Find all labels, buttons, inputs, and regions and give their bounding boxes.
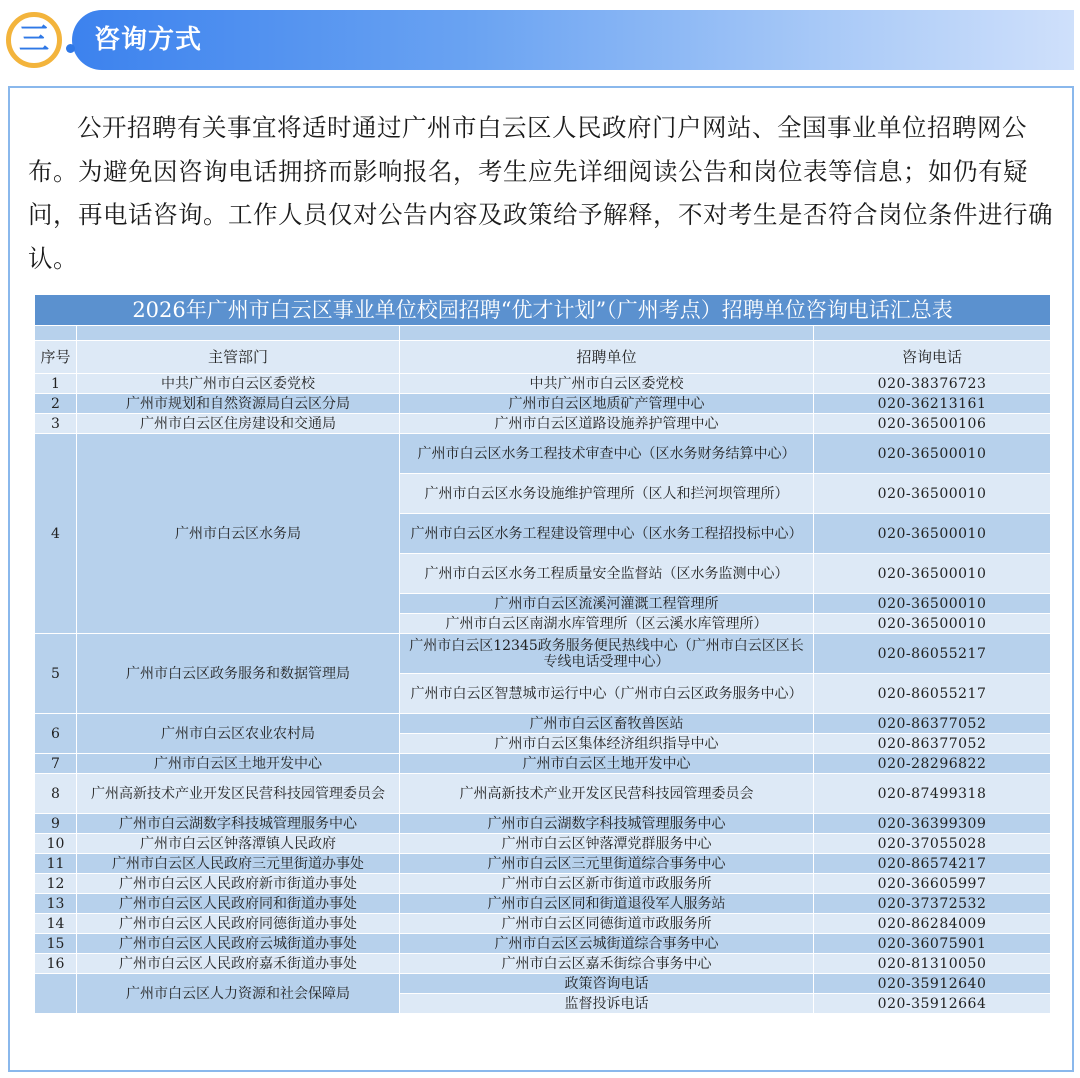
table-row <box>35 374 1051 394</box>
row-no: 16 <box>35 954 77 974</box>
row-unit: 广州市白云区集体经济组织指导中心 <box>400 734 814 754</box>
table-row <box>35 714 1051 734</box>
section-number: 三 <box>19 22 49 57</box>
table-row <box>35 874 1051 894</box>
row-no: 5 <box>35 634 77 714</box>
content-box <box>8 86 1074 1072</box>
header-unit: 招聘单位 <box>400 341 814 374</box>
table-row <box>35 414 1051 434</box>
row-no: 7 <box>35 754 77 774</box>
table-row <box>35 894 1051 914</box>
row-phone: 020-36500010 <box>814 474 1051 514</box>
row-unit: 广州市白云区流溪河灌溉工程管理所 <box>400 594 814 614</box>
row-phone: 020-86284009 <box>814 914 1051 934</box>
row-unit: 广州市白云区同德街道市政服务所 <box>400 914 814 934</box>
table-spacer-row <box>35 326 1051 341</box>
row-dept: 广州市白云区人民政府嘉禾街道办事处 <box>77 954 400 974</box>
row-unit: 广州市白云区畜牧兽医站 <box>400 714 814 734</box>
row-no: 4 <box>35 434 77 634</box>
table-row <box>35 634 1051 674</box>
row-dept: 广州市白云区农业农村局 <box>77 714 400 754</box>
row-phone: 020-38376723 <box>814 374 1051 394</box>
row-dept: 广州市白云区人民政府同和街道办事处 <box>77 894 400 914</box>
row-phone: 020-36500010 <box>814 594 1051 614</box>
header-dept: 主管部门 <box>77 341 400 374</box>
row-no: 13 <box>35 894 77 914</box>
row-dept: 广州高新技术产业开发区民营科技园管理委员会 <box>77 774 400 814</box>
section-header <box>6 6 1074 74</box>
table-row <box>35 914 1051 934</box>
row-unit: 广州市白云区水务设施维护管理所（区人和拦河坝管理所） <box>400 474 814 514</box>
row-dept: 广州市白云区土地开发中心 <box>77 754 400 774</box>
table-row <box>35 754 1051 774</box>
row-no: 3 <box>35 414 77 434</box>
row-unit: 广州市白云区水务工程技术审查中心（区水务财务结算中心） <box>400 434 814 474</box>
row-unit: 广州市白云区智慧城市运行中心（广州市白云区政务服务中心） <box>400 674 814 714</box>
row-no: 11 <box>35 854 77 874</box>
row-phone: 020-36213161 <box>814 394 1051 414</box>
row-dept: 中共广州市白云区委党校 <box>77 374 400 394</box>
row-no: 1 <box>35 374 77 394</box>
row-phone: 020-36500010 <box>814 554 1051 594</box>
row-no: 14 <box>35 914 77 934</box>
section-title: 咨询方式 <box>94 25 203 55</box>
row-unit: 政策咨询电话 <box>400 974 814 994</box>
table-row <box>35 434 1051 474</box>
row-dept: 广州市白云区政务服务和数据管理局 <box>77 634 400 714</box>
row-dept: 广州市白云区人民政府云城街道办事处 <box>77 934 400 954</box>
row-no: 6 <box>35 714 77 754</box>
row-phone: 020-86055217 <box>814 674 1051 714</box>
row-phone: 020-36605997 <box>814 874 1051 894</box>
section-number-badge <box>6 12 62 68</box>
table-row <box>35 834 1051 854</box>
table-title: 2026年广州市白云区事业单位校园招聘“优才计划”（广州考点）招聘单位咨询电话汇总表 <box>35 295 1051 326</box>
row-no <box>35 974 77 1014</box>
row-dept: 广州市白云区人民政府三元里街道办事处 <box>77 854 400 874</box>
row-unit: 广州市白云区水务工程建设管理中心（区水务工程招投标中心） <box>400 514 814 554</box>
intro-paragraph: 公开招聘有关事宜将适时通过广州市白云区人民政府门户网站、全国事业单位招聘网公布。为避免因咨询电话拥挤而影响报名，考生应先详细阅读公告和岗位表等信息；如仍有疑问，再电话咨询。工作人员仅对公告内容及政策给予解释，不对考生是否符合岗位条件进行确认。 <box>28 113 1053 273</box>
row-no: 12 <box>35 874 77 894</box>
row-phone: 020-36500106 <box>814 414 1051 434</box>
row-phone: 020-35912640 <box>814 974 1051 994</box>
row-phone: 020-86055217 <box>814 634 1051 674</box>
row-unit: 监督投诉电话 <box>400 994 814 1014</box>
table-row <box>35 814 1051 834</box>
row-unit: 广州市白云区钟落潭党群服务中心 <box>400 834 814 854</box>
row-no: 15 <box>35 934 77 954</box>
row-unit: 广州市白云区新市街道市政服务所 <box>400 874 814 894</box>
row-unit: 广州市白云区云城街道综合事务中心 <box>400 934 814 954</box>
row-unit: 广州市白云区土地开发中心 <box>400 754 814 774</box>
header-no: 序号 <box>35 341 77 374</box>
row-phone: 020-81310050 <box>814 954 1051 974</box>
row-phone: 020-36075901 <box>814 934 1051 954</box>
row-phone: 020-35912664 <box>814 994 1051 1014</box>
contact-table <box>34 294 1051 1014</box>
section-title-bar <box>72 10 1074 70</box>
row-phone: 020-36500010 <box>814 514 1051 554</box>
row-unit: 广州市白云区水务工程质量安全监督站（区水务监测中心） <box>400 554 814 594</box>
decorative-dot-icon <box>66 44 75 53</box>
row-unit: 广州市白云区嘉禾街综合事务中心 <box>400 954 814 974</box>
row-phone: 020-87499318 <box>814 774 1051 814</box>
row-phone: 020-37372532 <box>814 894 1051 914</box>
row-dept: 广州市白云区水务局 <box>77 434 400 634</box>
row-dept: 广州市白云区人民政府新市街道办事处 <box>77 874 400 894</box>
row-unit: 广州高新技术产业开发区民营科技园管理委员会 <box>400 774 814 814</box>
row-unit: 广州市白云湖数字科技城管理服务中心 <box>400 814 814 834</box>
table-row <box>35 394 1051 414</box>
row-dept: 广州市白云区人民政府同德街道办事处 <box>77 914 400 934</box>
row-phone: 020-86574217 <box>814 854 1051 874</box>
row-unit: 中共广州市白云区委党校 <box>400 374 814 394</box>
table-row <box>35 854 1051 874</box>
row-phone: 020-28296822 <box>814 754 1051 774</box>
row-dept: 广州市白云区人力资源和社会保障局 <box>77 974 400 1014</box>
row-unit: 广州市白云区南湖水库管理所（区云溪水库管理所） <box>400 614 814 634</box>
row-no: 8 <box>35 774 77 814</box>
header-phone: 咨询电话 <box>814 341 1051 374</box>
row-phone: 020-86377052 <box>814 714 1051 734</box>
row-unit: 广州市白云区道路设施养护管理中心 <box>400 414 814 434</box>
table-row <box>35 974 1051 994</box>
row-no: 10 <box>35 834 77 854</box>
row-phone: 020-37055028 <box>814 834 1051 854</box>
row-dept: 广州市规划和自然资源局白云区分局 <box>77 394 400 414</box>
row-unit: 广州市白云区12345政务服务便民热线中心（广州市白云区区长专线电话受理中心） <box>400 634 814 674</box>
row-unit: 广州市白云区地质矿产管理中心 <box>400 394 814 414</box>
row-dept: 广州市白云区钟落潭镇人民政府 <box>77 834 400 854</box>
row-no: 9 <box>35 814 77 834</box>
row-phone: 020-86377052 <box>814 734 1051 754</box>
row-phone: 020-36500010 <box>814 614 1051 634</box>
row-dept: 广州市白云区住房建设和交通局 <box>77 414 400 434</box>
table-row <box>35 934 1051 954</box>
row-unit: 广州市白云区三元里街道综合事务中心 <box>400 854 814 874</box>
table-row <box>35 774 1051 814</box>
table-row <box>35 954 1051 974</box>
row-no: 2 <box>35 394 77 414</box>
table-header-row <box>35 341 1051 374</box>
row-phone: 020-36399309 <box>814 814 1051 834</box>
row-unit: 广州市白云区同和街道退役军人服务站 <box>400 894 814 914</box>
row-phone: 020-36500010 <box>814 434 1051 474</box>
row-dept: 广州市白云湖数字科技城管理服务中心 <box>77 814 400 834</box>
